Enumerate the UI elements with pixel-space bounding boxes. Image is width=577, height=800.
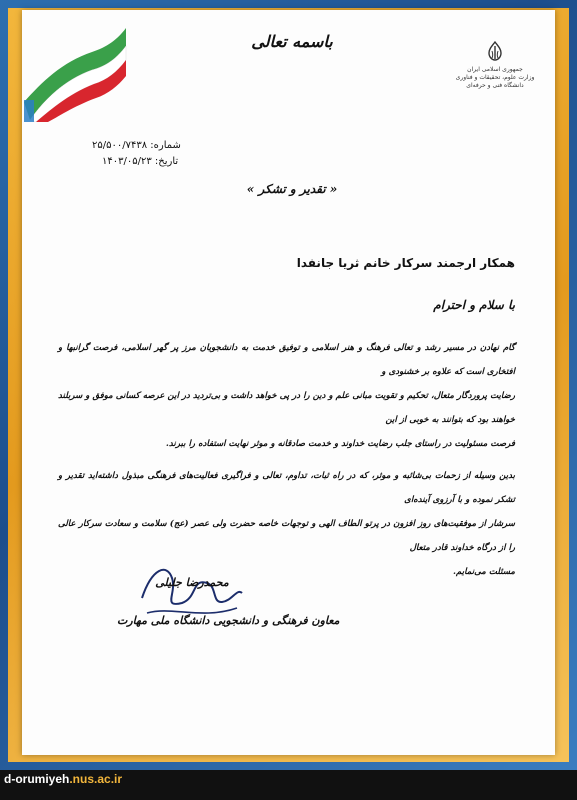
logo-line-3: دانشگاه فنی و حرفه‌ای (466, 82, 524, 89)
letter-greeting: با سلام و احترام (433, 298, 515, 312)
letter-body-line: سرشار از موفقیت‌های روز افزون در پرتو الطاف الهی و توجهات خاصه حضرت ولی عصر (عج) سلامت و سعادت سرکار عالی را از درگاه خداوند قادر متعال (58, 519, 515, 553)
letter-body-line: مسئلت می‌نمایم. (453, 567, 515, 577)
letter-body (58, 336, 515, 584)
letter-date-label: تاریخ: (154, 156, 179, 167)
ministry-logo (455, 40, 535, 90)
site-prefix: d-orumiyeh (4, 772, 70, 786)
letter-date-row (102, 156, 178, 167)
letter-subject: « تقدیر و تشکر » (246, 182, 338, 196)
letter-heading: باسمه تعالی (251, 32, 333, 51)
letter-body-line: گام نهادن در مسیر رشد و تعالی فرهنگ و هنر اسلامی و توفیق خدمت به دانشجویان مرز پر گهر اسلامی، فرصت گرانبها و افتخاری است که علاوه بر خشنودی و (58, 343, 515, 377)
site-watermark[interactable] (4, 772, 122, 786)
iran-flag-ribbon (22, 22, 132, 122)
logo-line-2: وزارت علوم، تحقیقات و فناوری (455, 74, 535, 81)
letter-body-line: فرصت مسئولیت در راستای جلب رضایت خداوند و خدمت صادقانه و موثر نهایت استفاده را ببرند. (165, 439, 515, 449)
letter-number-row (92, 140, 181, 151)
letter-number-value: ۲۵/۵۰۰/۷۴۳۸ (92, 140, 148, 151)
logo-line-1: جمهوری اسلامی ایران (467, 66, 523, 73)
signer-title: معاون فرهنگی و دانشجویی دانشگاه ملی مهارت (117, 614, 340, 627)
letter-body-line: رضایت پروردگار متعال، تحکیم و تقویت مبانی علم و دین را در پی خواهد داشت و بی‌تردید در این عرصه کسانی موفق و سربلند خواهند بود که بتوانند به خوبی از این (58, 391, 515, 425)
emblem-icon (484, 40, 506, 62)
letter-number-label: شماره: (150, 140, 181, 151)
signer-name: محمدرضا جلیلی (155, 576, 229, 589)
letter-body-line: بدین وسیله از زحمات بی‌شائبه و موثر، که در راه ثبات، تداوم، تعالی و فراگیری فعالیت‌های فرهنگی مبذول داشته‌اید تقدیر و تشکر نموده و با آرزوی آینده‌ای (58, 471, 515, 505)
site-suffix: .nus.ac.ir (69, 772, 123, 786)
letter-paper (22, 10, 555, 755)
letter-date-value: ۱۴۰۳/۰۵/۲۳ (102, 156, 152, 167)
letter-addressee: همکار ارجمند سرکار خانم ثریا جانفدا (296, 256, 515, 270)
